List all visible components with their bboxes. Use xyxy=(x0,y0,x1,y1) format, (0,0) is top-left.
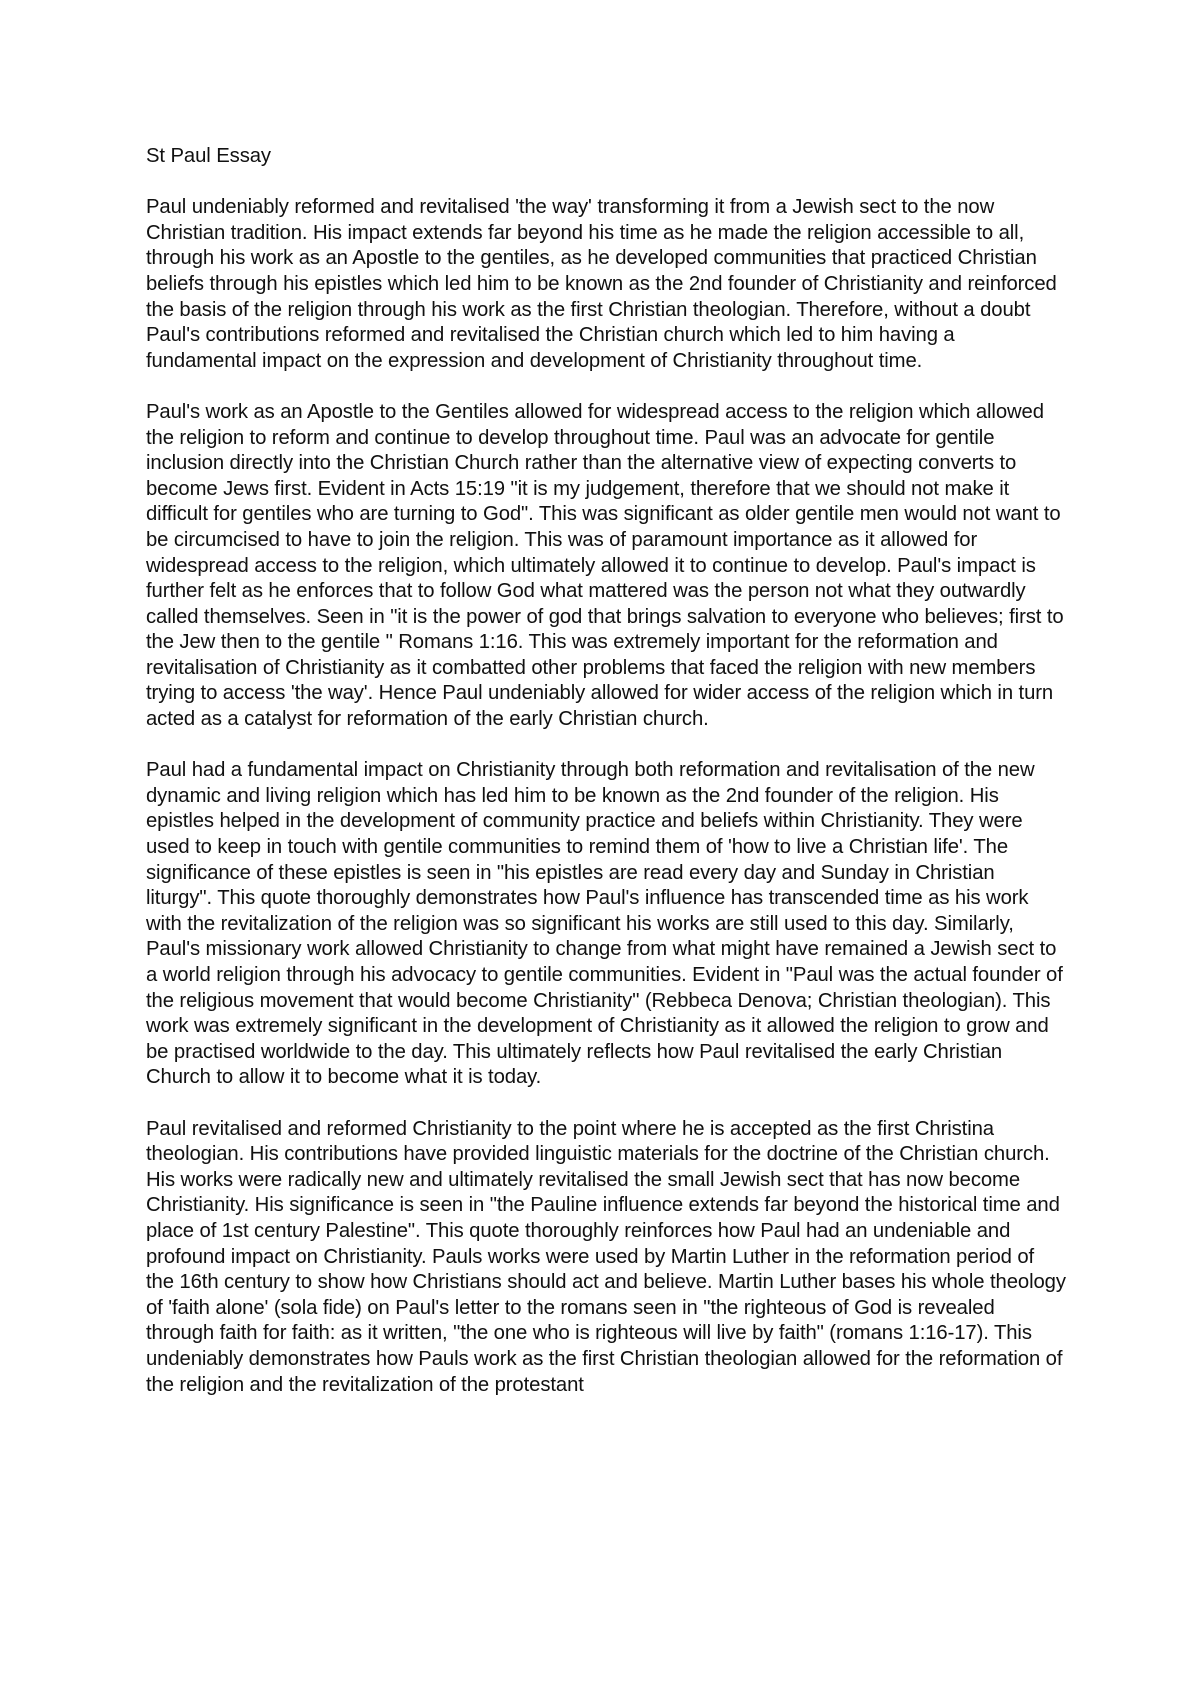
paragraph-second-founder: Paul had a fundamental impact on Christianity through both reformation and revitalisation of the new dynamic and living religion which has led him to be known as the 2nd founder of the religion. His epistles helped in the development of community practice and beliefs within Christianity. They were used to keep in touch with gentile communities to remind them of 'how to live a Christian life'. The significance of these epistles is seen in "his epistles are read every day and Sunday in Christian liturgy". This quote thoroughly demonstrates how Paul's influence has transcended time as his work with the revitalization of the religion was so significant his works are still used to this day. Similarly, Paul's missionary work allowed Christianity to change from what might have remained a Jewish sect to a world religion through his advocacy to gentile communities. Evident in "Paul was the actual founder of the religious movement that would become Christianity" (Rebbeca Denova; Christian theologian). This work was extremely significant in the development of Christianity as it allowed the religion to grow and be practised worldwide to the day. This ultimately reflects how Paul revitalised the early Christian Church to allow it to become what it is today. xyxy=(146,759,1063,1089)
paragraph-first-theologian: Paul revitalised and reformed Christianity to the point where he is accepted as the first Christina theologian. His contributions have provided linguistic materials for the doctrine of the Christian church. His works were radically new and ultimately revitalised the small Jewish sect that has now become Christianity. His significance is seen in "the Pauline influence extends far beyond the historical time and place of 1st century Palestine". This quote thoroughly reinforces how Paul had an undeniable and profound impact on Christianity. Pauls works were used by Martin Luther in the reformation period of the 16th century to show how Christians should act and believe. Martin Luther bases his whole theology of 'faith alone' (sola fide) on Paul's letter to the romans seen in "the righteous of God is revealed through faith for faith: as it written, "the one who is righteous will live by faith" (romans 1:16-17). This undeniably demonstrates how Pauls work as the first Christian theologian allowed for the reformation of the religion and the revitalization of the protestant xyxy=(146,1117,1066,1396)
paragraph-apostle-to-gentiles: Paul's work as an Apostle to the Gentiles allowed for widespread access to the religion which allowed the religion to reform and continue to develop throughout time. Paul was an advocate for gentile inclusion directly into the Christian Church rather than the alternative view of expecting converts to become Jews first. Evident in Acts 15:19 "it is my judgement, therefore that we should not make it difficult for gentiles who are turning to God". This was significant as older gentile men would not want to be circumcised to have to join the religion. This was of paramount importance as it allowed for widespread access to the religion, which ultimately allowed it to continue to develop. Paul's impact is further felt as he enforces that to follow God what mattered was the person not what they outwardly called themselves. Seen in "it is the power of god that brings salvation to everyone who believes; first to the Jew then to the gentile " Romans 1:16. This was extremely important for the reformation and revitalisation of Christianity as it combatted other problems that faced the religion with new members trying to access 'the way'. Hence Paul undeniably allowed for wider access of the religion which in turn acted as a catalyst for reformation of the early Christian church. xyxy=(146,400,1064,731)
document-title: St Paul Essay xyxy=(146,145,271,167)
document-body xyxy=(146,144,1066,1398)
paragraph-introduction: Paul undeniably reformed and revitalised 'the way' transforming it from a Jewish sect to the now Christian tradition. His impact extends far beyond his time as he made the religion accessible to all, through his work as an Apostle to the gentiles, as he developed communities that practiced Christian beliefs through his epistles which led him to be known as the 2nd founder of Christianity and reinforced the basis of the religion through his work as the first Christian theologian. Therefore, without a doubt Paul's contributions reformed and revitalised the Christian church which led to him having a fundamental impact on the expression and development of Christianity throughout time. xyxy=(146,196,1057,372)
